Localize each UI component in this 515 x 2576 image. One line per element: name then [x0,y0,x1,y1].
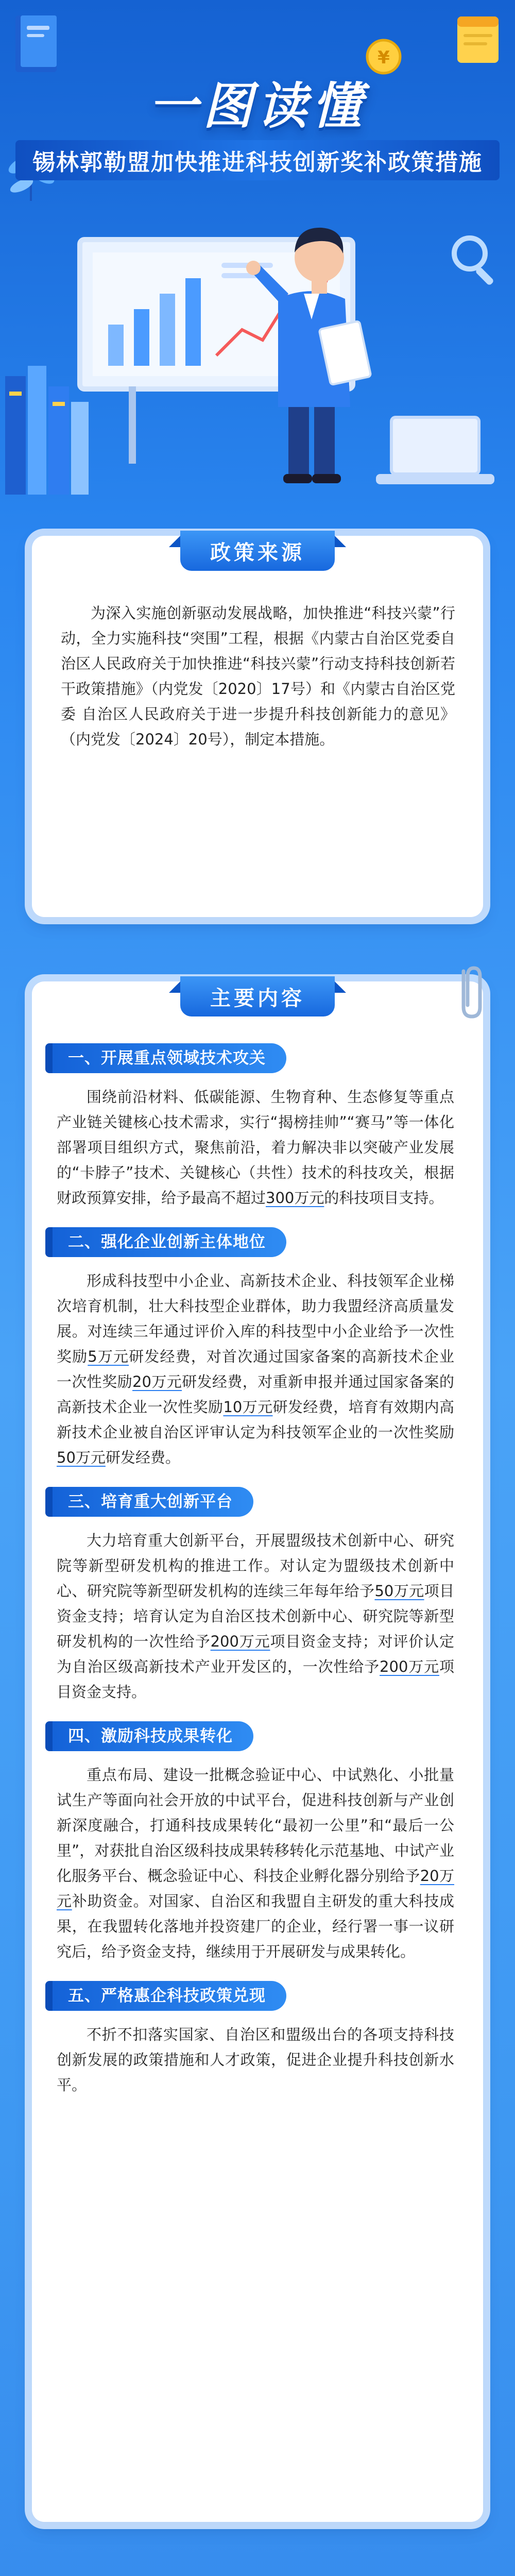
section-2-text-e: 研发经费。 [105,1449,180,1466]
section-1-amount: 300万元 [266,1189,324,1207]
section-1-heading: 一、开展重点领域技术攻关 [53,1043,286,1073]
section-1-text-b: 的科技项目支持。 [324,1189,444,1207]
section-3-amount-3: 200万元 [380,1658,439,1675]
section-3-paragraph [53,1528,465,1705]
laptop-illustration [376,412,494,495]
section-2-text-b: 研发经费，对首次通过国家备案的高新技术企业一次性奖励 [57,1348,454,1391]
section-2-heading: 二、强化企业创新主体地位 [53,1227,286,1257]
section-1-paragraph [53,1084,465,1211]
books-illustration [0,355,108,495]
section-5-heading: 五、严格惠企科技政策兑现 [53,1981,286,2011]
section-3-text-b: 项目资金支持；培育认定为自治区技术创新中心、研究院等新型研发机构的一次性给予 [57,1582,454,1650]
svg-text:¥: ¥ [377,47,390,68]
section-1 [53,1043,465,1211]
paperclip-icon [452,961,488,1023]
section-4-heading: 四、激励科技成果转化 [53,1721,253,1751]
section-3 [53,1487,465,1705]
board-leg-left [129,386,136,464]
notepad-icon [453,10,505,67]
section-2 [53,1227,465,1470]
section-3-text-c: 项目资金支持；对评价认定为自治区级高新技术产业开发区的，一次性给予 [57,1633,454,1675]
section-4 [53,1721,465,1964]
section-2-amount-4: 50万元 [57,1449,106,1466]
section-3-text-a: 大力培育重大创新平台，开展盟级技术创新中心、研究院等新型研发机构的推进工作。对认定为盟级技术创新中心、研究院等新型研发机构的连续三年每年给予 [57,1532,454,1600]
section-4-paragraph [53,1762,465,1964]
hero-subtitle: 锡林郭勒盟加快推进科技创新奖补政策措施 [32,149,483,176]
section-2-paragraph [53,1268,465,1470]
section-2-amount-2: 20万元 [132,1373,182,1391]
policy-source-paragraph: 为深入实施创新驱动发展战略，加快推进“科技兴蒙”行动，全力实施科技“突围”工程，根据《内蒙古自治区党委自治区人民政府关于加快推进“科技兴蒙”行动支持科技创新若干政策措施》（内党发〔2020〕17号）和《内蒙古自治区党委 自治区人民政府关于进一步提升科技创新能力的意见》（内党发〔2024〕20号），制定本措施。 [61,604,455,748]
section-3-amount-2: 200万元 [210,1633,270,1650]
policy-source-title: 政策来源 [180,531,335,571]
section-3-amount-1: 50万元 [374,1582,424,1600]
section-3-heading: 三、培育重大创新平台 [53,1487,253,1517]
hero-banner [0,0,515,495]
section-4-amount: 20万元 [57,1867,454,1910]
presenter-illustration [237,196,391,484]
policy-source-body [61,601,455,752]
section-2-text-d: 研发经费，培育有效期内高新技术企业被自治区评审认定为科技领军企业的一次性奖励 [57,1398,454,1441]
magnifier-icon [443,227,505,289]
section-5-paragraph: 不折不扣落实国家、自治区和盟级出台的各项支持科技创新发展的政策措施和人才政策，促进企业提升科技创新水平。 [57,2026,454,2094]
policy-source-card [32,536,483,917]
section-3-text-d: 项目资金支持。 [57,1658,454,1701]
section-2-amount-3: 10万元 [223,1398,273,1416]
hero-title: 一图读懂 [148,77,367,135]
section-5 [53,1981,465,2098]
section-1-text-a: 围绕前沿材料、低碳能源、生物育种、生态修复等重点产业链关键核心技术需求，实行“揭榜挂帅”“赛马”等一体化部署项目组织方式，聚焦前沿，着力解决非以突破产业发展的“卡脖子”技术、关键核心（共性）技术的科技攻关，根据财政预算安排，给予最高不超过 [57,1088,454,1207]
section-2-amount-1: 5万元 [88,1348,129,1365]
section-4-text-b: 补助资金。对国家、自治区和我盟自主研发的重大科技成果，在我盟转化落地并投资建厂的企业，经行署一事一议研究后，给予资金支持，继续用于开展研发与成果转化。 [57,1892,454,1960]
section-2-text-c: 研发经费，对重新申报并通过国家备案的高新技术企业一次性奖励 [57,1373,454,1416]
main-content-card [32,981,483,2522]
main-content-title: 主要内容 [180,976,335,1016]
main-content-body [53,1043,465,2114]
section-2-text-a: 形成科技型中小企业、高新技术企业、科技领军企业梯次培育机制，壮大科技型企业群体，助力我盟经济高质量发展。对连续三年通过评价入库的科技型中小企业给予一次性奖励 [57,1272,454,1365]
section-4-text-a: 重点布局、建设一批概念验证中心、中试熟化、小批量试生产等面向社会开放的中试平台，促进科技创新与产业创新深度融合，打通科技成果转化“最初一公里”和“最后一公里”，对获批自治区级科技成果转移转化示范基地、中试产业化服务平台、概念验证中心、科技企业孵化器分别给予 [57,1766,454,1885]
hero-subtitle-bar [15,140,500,180]
